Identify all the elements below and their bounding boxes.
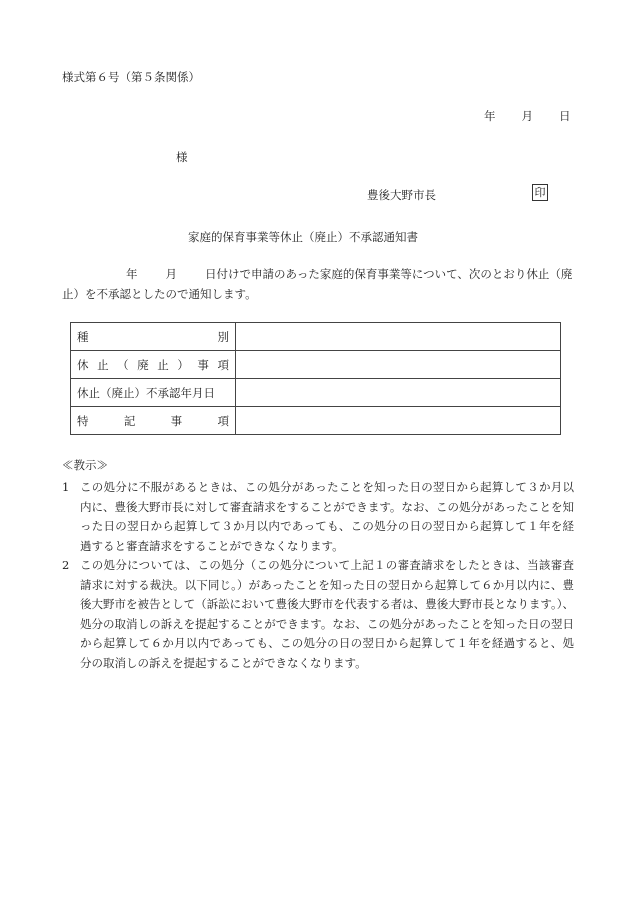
info-table <box>70 322 561 435</box>
date-line <box>484 108 571 124</box>
notice-list <box>62 478 574 673</box>
body-month: 月 <box>165 267 177 281</box>
addressee-suffix: 様 <box>176 150 188 164</box>
date-year: 年 <box>484 109 496 123</box>
form-number: 様式第６号（第５条関係） <box>62 70 200 84</box>
issuer-name: 豊後大野市長 <box>367 188 436 202</box>
item-number: 2 <box>62 558 70 572</box>
date-month: 月 <box>521 109 533 123</box>
item-text: この処分については、この処分（この処分について上記１の審査請求をしたときは、当該審査請求に対する裁決。以下同じ。）があったことを知った日の翌日から起算して６か月以内に、豊後大野市を被告として（訴訟において豊後大野市を代表する者は、豊後大野市長となります。）、処分の取消しの訴えを提起することができます。なお、この処分があったことを知った日の翌日から起算して６か月以内であっても、この処分の日の翌日から起算して１年を経過すると、処分の取消しの訴えを提起することができなくなります。 <box>80 558 574 670</box>
row-value[interactable] <box>236 379 561 407</box>
row-label: 休止（廃止）不承認年月日 <box>71 379 236 407</box>
row-label: 休 止 （ 廃 止 ） 事 項 <box>71 351 236 379</box>
table-row <box>71 379 561 407</box>
seal-mark: 印 <box>532 184 548 201</box>
item-number: 1 <box>62 480 70 494</box>
table-row <box>71 351 561 379</box>
table-row <box>71 323 561 351</box>
row-value[interactable] <box>236 407 561 435</box>
body-paragraph <box>62 264 574 304</box>
row-value[interactable] <box>236 351 561 379</box>
body-text: 日付けで申請のあった家庭的保育事業等について、次のとおり休止（廃止）を不承認としたので通知します。 <box>62 267 573 301</box>
table-row <box>71 407 561 435</box>
item-text: この処分に不服があるときは、この処分があったことを知った日の翌日から起算して３か月以内に、豊後大野市長に対して審査請求をすることができます。なお、この処分があったことを知った日の翌日から起算して３か月以内であっても、この処分の日の翌日から起算して１年を経過すると審査請求をすることができなくなります。 <box>80 480 574 553</box>
body-year: 年 <box>126 267 138 281</box>
notice-heading: ≪教示≫ <box>62 458 108 472</box>
list-item <box>62 478 574 556</box>
list-item <box>62 556 574 673</box>
document-title: 家庭的保育事業等休止（廃止）不承認通知書 <box>188 230 418 244</box>
date-day: 日 <box>559 109 571 123</box>
row-value[interactable] <box>236 323 561 351</box>
row-label: 特 記 事 項 <box>71 407 236 435</box>
row-label: 種 別 <box>71 323 236 351</box>
